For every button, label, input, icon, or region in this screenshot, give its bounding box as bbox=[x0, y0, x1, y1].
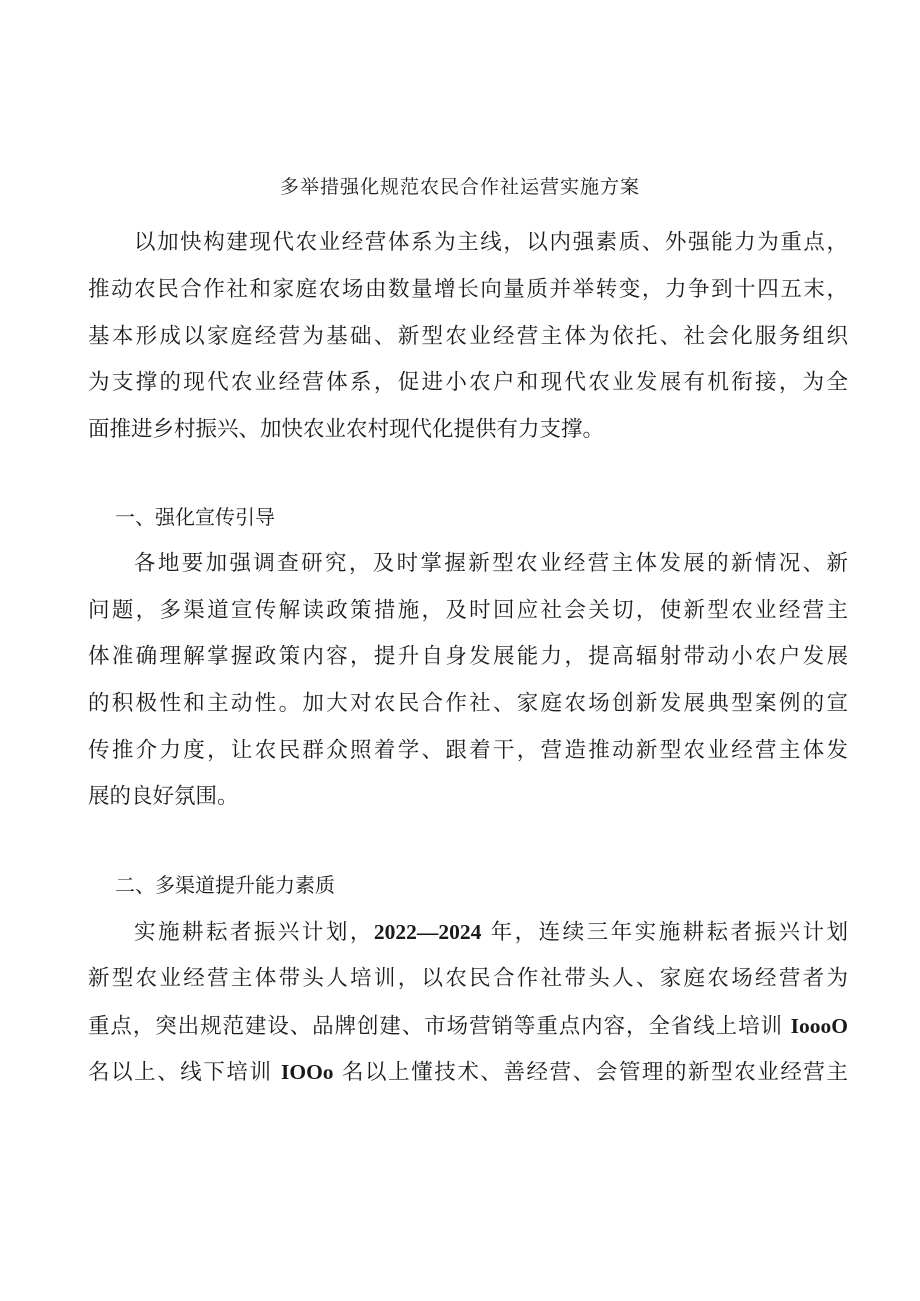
bold-count: IoooO bbox=[790, 1014, 848, 1038]
paragraph-line: 各地要加强调查研究，及时掌握新型农业经营主体发展的新情况、新 bbox=[134, 551, 848, 576]
paragraph-line bbox=[134, 917, 848, 948]
paragraph-line: 体准确理解掌握政策内容，提升自身发展能力，提高辐射带动小农户发展 bbox=[88, 644, 848, 669]
paragraph-line: 展的良好氛围。 bbox=[88, 784, 239, 809]
paragraph-line bbox=[88, 1011, 848, 1042]
paragraph-line: 传推介力度，让农民群众照着学、跟着干，营造推动新型农业经营主体发 bbox=[88, 738, 848, 763]
paragraph-line: 面推进乡村振兴、加快农业农村现代化提供有力支撑。 bbox=[88, 417, 605, 442]
paragraph-line: 以加快构建现代农业经营体系为主线，以内强素质、外强能力为重点， bbox=[134, 230, 848, 255]
bold-year-range: 2022—2024 bbox=[373, 920, 482, 944]
text-span: 重点，突出规范建设、品牌创建、市场营销等重点内容，全省线上培训 bbox=[88, 1014, 791, 1039]
paragraph-line: 问题，多渠道宣传解读政策措施，及时回应社会关切，使新型农业经营主 bbox=[88, 598, 848, 623]
text-span: 实施耕耘者振兴计划， bbox=[134, 920, 374, 945]
paragraph-line: 推动农民合作社和家庭农场由数量增长向量质并举转变，力争到十四五末， bbox=[88, 277, 848, 302]
bold-count: IOOo bbox=[280, 1060, 334, 1084]
section-heading-2: 二、多渠道提升能力素质 bbox=[115, 873, 335, 897]
paragraph-line: 的积极性和主动性。加大对农民合作社、家庭农场创新发展典型案例的宣 bbox=[88, 691, 848, 716]
paragraph-line: 为支撑的现代农业经营体系，促进小农户和现代农业发展有机衔接，为全 bbox=[88, 370, 848, 395]
text-span: 年，连续三年实施耕耘者振兴计划 bbox=[481, 920, 848, 945]
paragraph-line: 新型农业经营主体带头人培训，以农民合作社带头人、家庭农场经营者为 bbox=[88, 966, 848, 991]
text-span: 名以上、线下培训 bbox=[88, 1060, 281, 1085]
text-span: 名以上懂技术、善经营、会管理的新型农业经营主 bbox=[333, 1060, 848, 1085]
paragraph-line bbox=[88, 1057, 848, 1088]
section-heading-1: 一、强化宣传引导 bbox=[115, 505, 275, 529]
paragraph-line: 基本形成以家庭经营为基础、新型农业经营主体为依托、社会化服务组织 bbox=[88, 324, 848, 349]
document-title: 多举措强化规范农民合作社运营实施方案 bbox=[279, 176, 640, 198]
